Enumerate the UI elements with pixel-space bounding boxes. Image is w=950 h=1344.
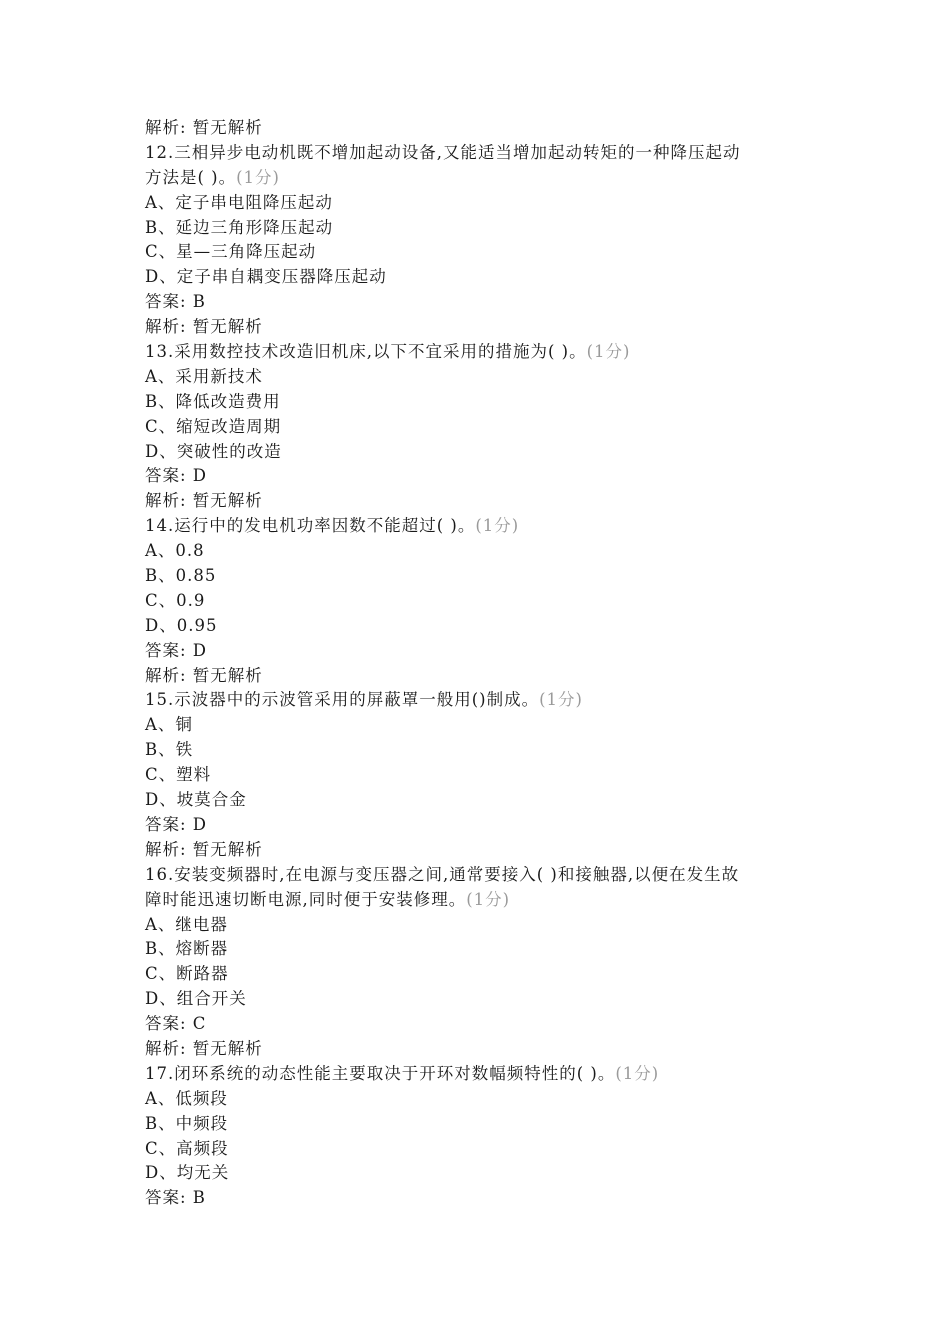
line-text: D、0.95 [145, 615, 218, 635]
text-line [145, 937, 845, 962]
text-line [145, 738, 845, 763]
line-text: 答案: C [145, 1014, 207, 1034]
text-line [145, 813, 845, 838]
text-line [145, 664, 845, 689]
text-line [145, 962, 845, 987]
line-text: 解析: 暂无解析 [145, 839, 263, 859]
text-line [145, 589, 845, 614]
text-line [145, 514, 845, 539]
text-line [145, 464, 845, 489]
text-line [145, 166, 845, 191]
text-line [145, 1186, 845, 1211]
line-text: A、低频段 [145, 1088, 228, 1108]
line-text: B、0.85 [145, 566, 217, 586]
line-text: D、均无关 [145, 1163, 230, 1183]
score-label: (1分) [539, 690, 583, 710]
line-text: 解析: 暂无解析 [145, 118, 263, 137]
line-text: 解析: 暂无解析 [145, 317, 263, 337]
line-text: A、继电器 [145, 914, 228, 934]
line-text: C、星—三角降压起动 [145, 242, 317, 262]
score-label: (1分) [466, 889, 511, 909]
text-line [145, 913, 845, 938]
line-text: A、采用新技术 [145, 366, 263, 386]
text-line [145, 116, 845, 141]
text-line [145, 639, 845, 664]
line-text: D、组合开关 [145, 989, 247, 1009]
line-text: 解析: 暂无解析 [145, 1038, 263, 1058]
document-body [145, 116, 845, 1211]
text-line [145, 191, 845, 216]
text-line [145, 365, 845, 390]
text-line [145, 390, 845, 415]
line-text: 解析: 暂无解析 [145, 491, 263, 511]
line-text: 16.安装变频器时,在电源与变压器之间,通常要接入( )和接触器,以便在发生故 [145, 864, 740, 884]
text-line [145, 290, 845, 315]
text-line [145, 1112, 845, 1137]
text-line [145, 1161, 845, 1186]
text-line [145, 315, 845, 340]
text-line [145, 987, 845, 1012]
text-line [145, 539, 845, 564]
text-line [145, 216, 845, 241]
line-text: 答案: D [145, 814, 208, 834]
line-text: C、断路器 [145, 964, 229, 984]
line-text: 答案: D [145, 466, 208, 486]
line-text: A、铜 [145, 715, 193, 735]
text-line [145, 614, 845, 639]
text-line [145, 240, 845, 265]
line-text: 12.三相异步电动机既不增加起动设备,又能适当增加起动转矩的一种降压起动 [145, 142, 741, 162]
line-text: D、坡莫合金 [145, 790, 247, 810]
text-line [145, 340, 845, 365]
score-label: (1分) [615, 1063, 660, 1083]
line-text: C、高频段 [145, 1138, 229, 1158]
text-line [145, 688, 845, 713]
line-text: B、降低改造费用 [145, 391, 281, 411]
line-text: B、延边三角形降压起动 [145, 217, 334, 237]
text-line [145, 415, 845, 440]
text-line [145, 888, 845, 913]
line-text: 13.采用数控技术改造旧机床,以下不宜采用的措施为( )。 [145, 342, 587, 362]
text-line [145, 863, 845, 888]
line-text: B、熔断器 [145, 939, 229, 959]
text-line [145, 1062, 845, 1087]
text-line [145, 838, 845, 863]
text-line [145, 489, 845, 514]
line-text: C、缩短改造周期 [145, 416, 282, 436]
text-line [145, 265, 845, 290]
text-line [145, 1037, 845, 1062]
score-label: (1分) [236, 167, 280, 187]
text-line [145, 788, 845, 813]
line-text: D、定子串自耦变压器降压起动 [145, 267, 387, 287]
text-line [145, 1137, 845, 1162]
text-line [145, 763, 845, 788]
line-text: C、塑料 [145, 765, 212, 785]
score-label: (1分) [475, 516, 520, 536]
text-line [145, 440, 845, 465]
line-text: A、0.8 [145, 541, 205, 561]
line-text: 答案: B [145, 1188, 206, 1208]
line-text: B、中频段 [145, 1113, 229, 1133]
text-line [145, 141, 845, 166]
text-line [145, 564, 845, 589]
line-text: 17.闭环系统的动态性能主要取决于开环对数幅频特性的( )。 [145, 1063, 616, 1083]
line-text: 答案: B [145, 292, 206, 312]
line-text: C、0.9 [145, 590, 206, 610]
line-text: 答案: D [145, 640, 208, 660]
text-line [145, 1087, 845, 1112]
line-text: 障时能迅速切断电源,同时便于安装修理。 [145, 889, 467, 909]
line-text: B、铁 [145, 740, 194, 760]
text-line [145, 1012, 845, 1037]
line-text: 14.运行中的发电机功率因数不能超过( )。 [145, 516, 476, 536]
line-text: A、定子串电阻降压起动 [145, 192, 333, 212]
line-text: 15.示波器中的示波管采用的屏蔽罩一般用()制成。 [145, 690, 540, 710]
score-label: (1分) [586, 342, 631, 362]
text-line [145, 713, 845, 738]
line-text: 方法是( )。 [145, 167, 237, 187]
line-text: 解析: 暂无解析 [145, 665, 263, 685]
line-text: D、突破性的改造 [145, 441, 282, 461]
